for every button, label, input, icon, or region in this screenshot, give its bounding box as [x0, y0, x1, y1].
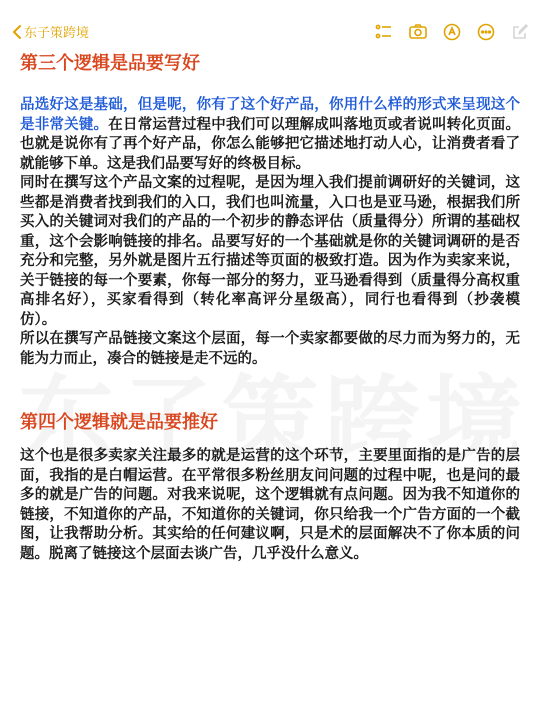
back-label: 东子策跨境: [24, 26, 90, 41]
paragraph: 这个也是很多卖家关注最多的就是运营的这个环节，主要里面指的是广告的层面，我指的是白帽运营。在平常很多粉丝朋友问问题的过程中呢，也是问的最多的就是广告的问题。对我来说呢，这个逻辑就有点问题。因为我不知道你的链接，不知道你的产品，不知道你的关键词，你只给我一个广告方面的一个截图，让我帮助分析。其实给的任何建议啊，只是术的层面解决不了你本质的问题。脱离了链接这个层面去谈广告，几乎没什么意义。: [20, 448, 520, 562]
section-title-third-logic: 第三个逻辑是品要写好: [20, 53, 200, 74]
paragraph: [20, 96, 520, 174]
note-content[interactable]: [20, 52, 520, 564]
section-title-fourth-logic: 第四个逻辑就是品要推好: [20, 412, 218, 433]
pen-icon[interactable]: [442, 22, 462, 42]
back-button[interactable]: [12, 22, 89, 41]
paragraph: 同时在撰写这个产品文案的过程呢，是因为埋入我们提前调研好的关键词，这些都是消费者找到我们的入口，我们也叫流量，入口也是亚马逊，根据我们所买入的关键词对我们的产品的一个初步的静态评估（质量得分）所谓的基础权重，这个会影响链接的排名。品要写好的一个基础就是你的关键词调研的是否充分和完整，另外就是图片五行描述等页面的极致打造。因为作为卖家来说，关于链接的每一个要素，你每一部分的努力，亚马逊看得到（质量得分高权重高排名好），买家看得到（转化率高评分星级高），同行也看得到（抄袭模仿）。: [20, 175, 520, 328]
more-icon[interactable]: [476, 22, 496, 42]
paragraph-text: 在日常运营过程中我们可以理解成叫落地页或者说叫转化页面。也就是说你有了再个好产品，你怎么能够把它描述地打动人心，让消费者看了就能够下单。这是我们品要写好的终极目标。: [20, 116, 521, 172]
camera-icon[interactable]: [408, 22, 428, 42]
paragraph: 所以在撰写产品链接文案这个层面，每一个卖家都要做的尽力而为努力的，无能为力而止，凑合的链接是走不远的。: [20, 331, 520, 367]
chevron-left-icon: [12, 24, 22, 40]
nav-actions: [374, 22, 530, 42]
navigation-bar: [0, 0, 540, 44]
compose-icon[interactable]: [510, 22, 530, 42]
checklist-icon[interactable]: [374, 22, 394, 42]
spacer: [20, 369, 520, 411]
highlight-text: 品选好这是基础，但是呢，你有了这个好产品，你用什么样的形式来呈现这个是非常关键。: [20, 97, 520, 133]
